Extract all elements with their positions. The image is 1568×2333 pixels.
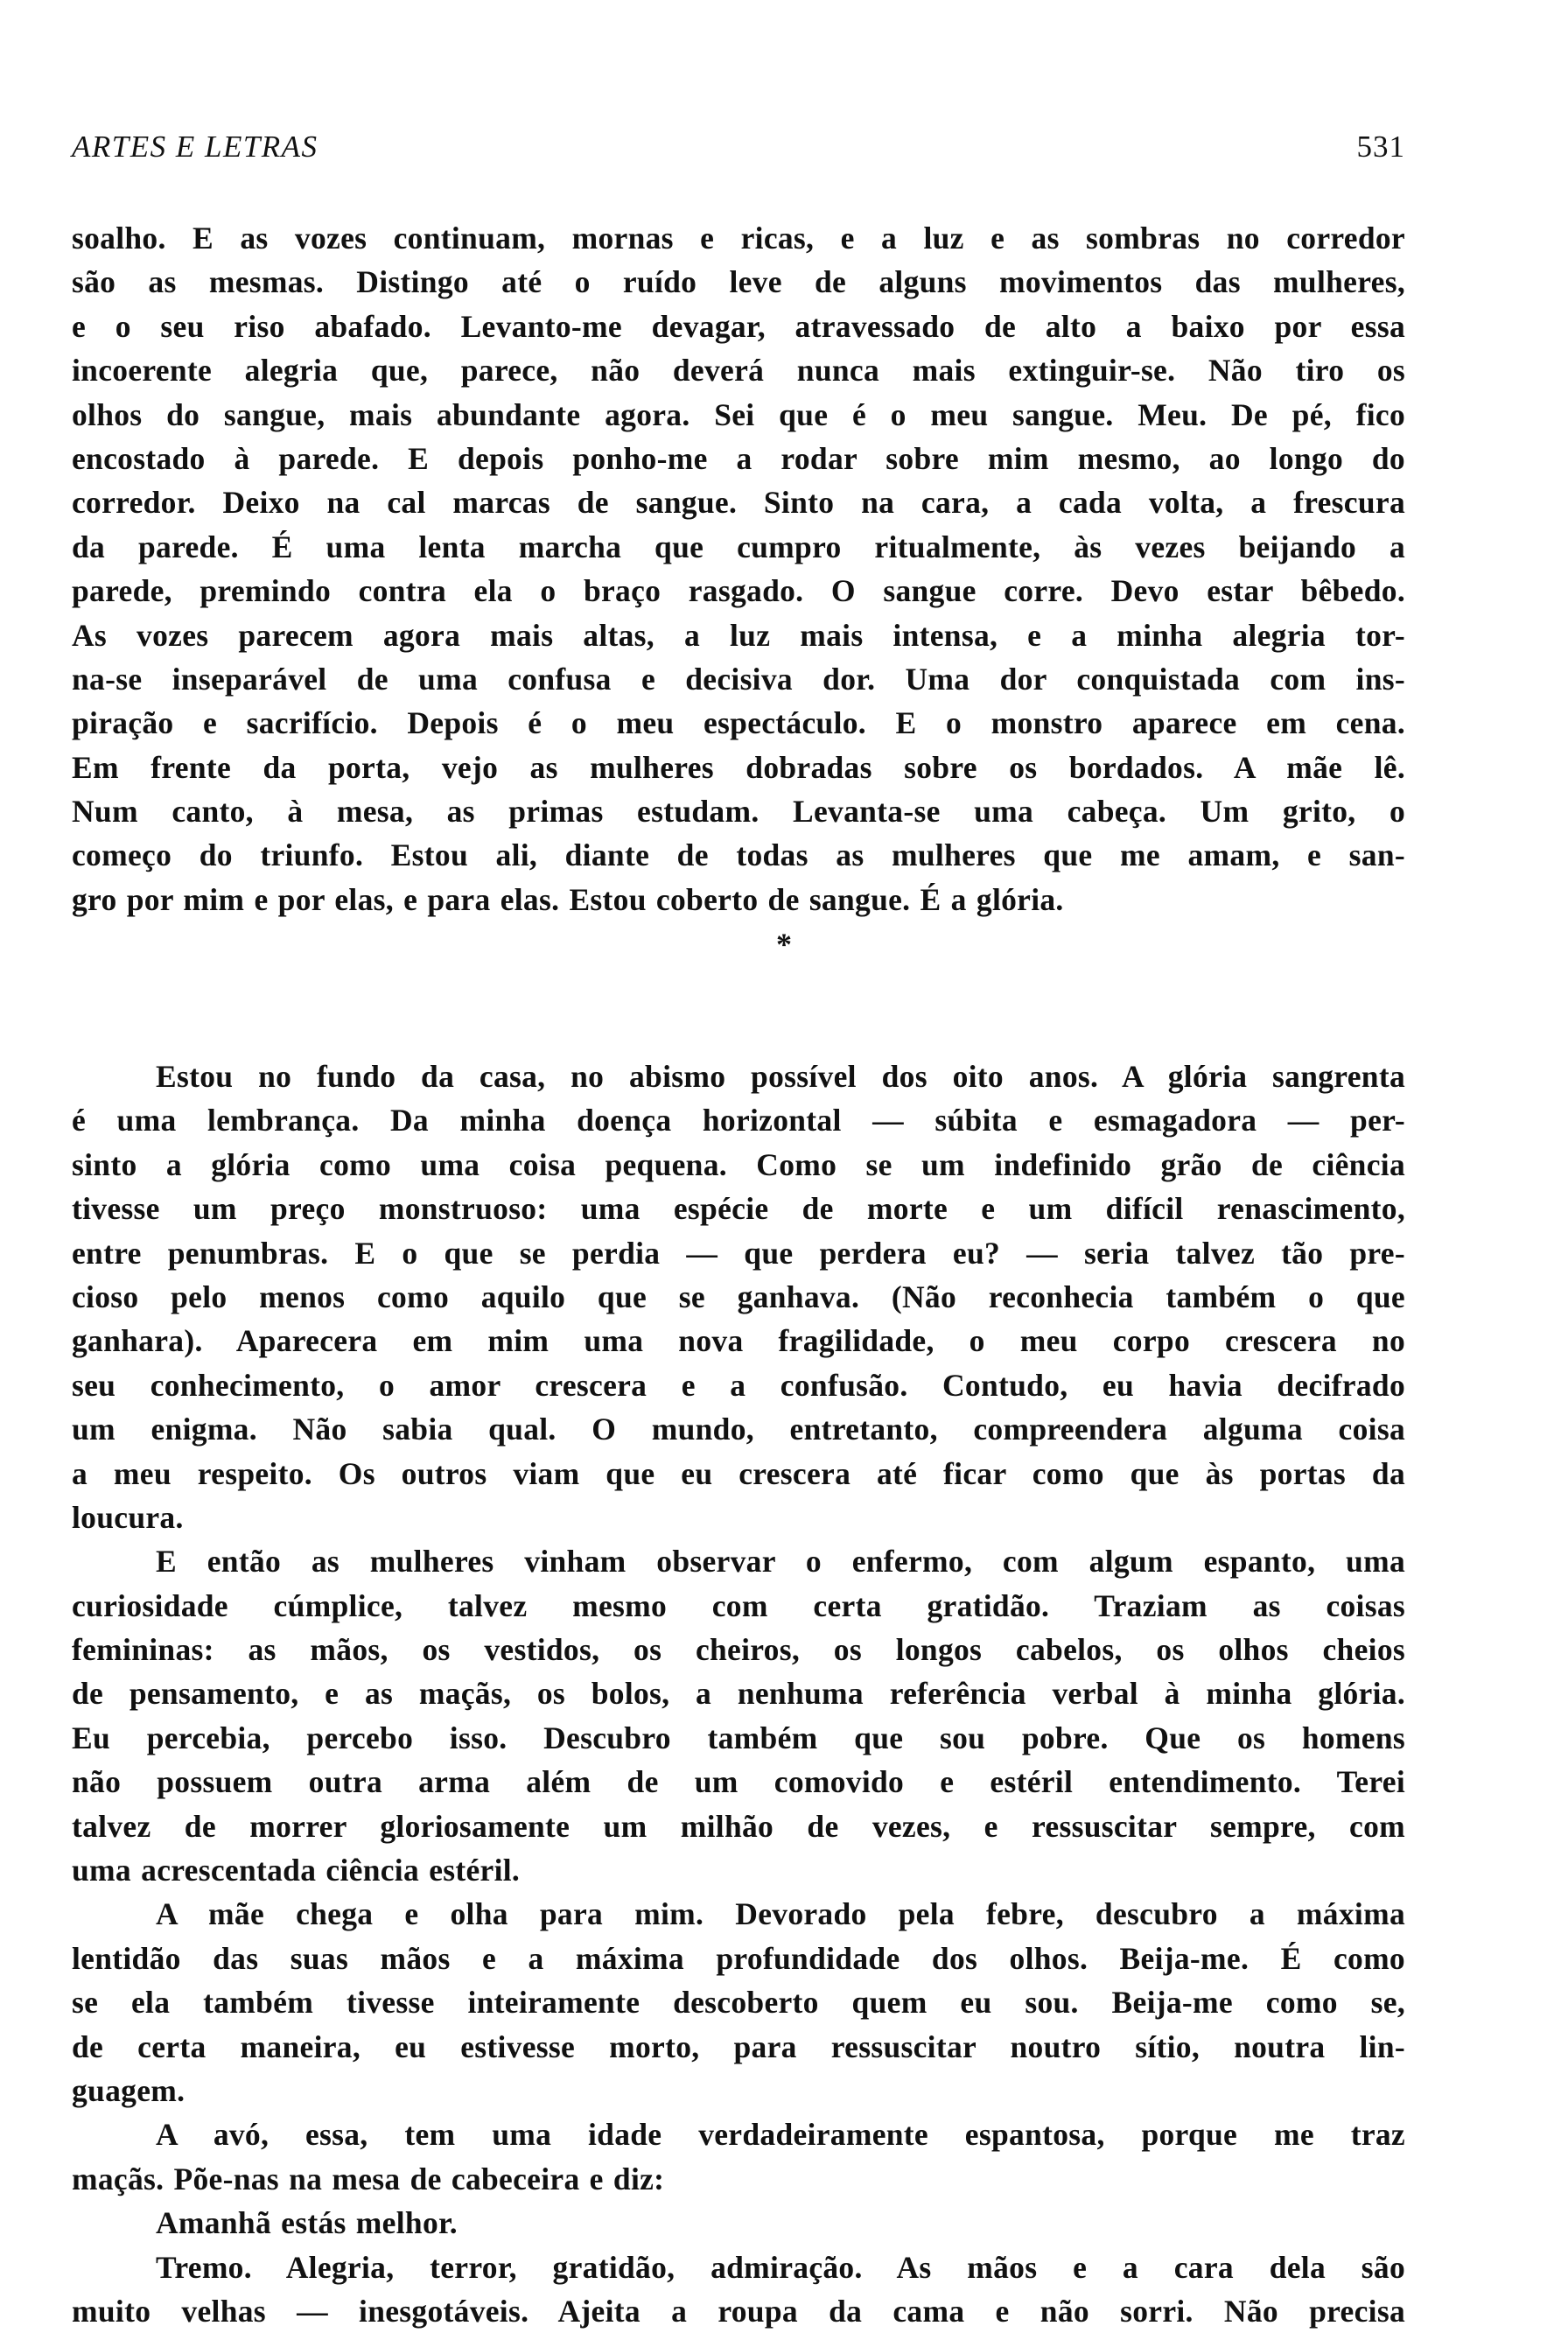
text-line: femininas: as mãos, os vestidos, os cheiros, os longos cabelos, os olhos cheios bbox=[72, 1632, 1405, 1668]
text-line: seu conhecimento, o amor crescera e a confusão. Contudo, eu havia decifrado bbox=[72, 1367, 1405, 1403]
text-line: na-se inseparável de uma confusa e decisiva dor. Uma dor conquistada com ins- bbox=[72, 661, 1405, 697]
text-line: Num canto, à mesa, as primas estudam. Levanta-se uma cabeça. Um grito, o bbox=[72, 794, 1405, 830]
text-line: muito velhas — inesgotáveis. Ajeita a roupa da cama e não sorri. Não precisa bbox=[72, 2293, 1405, 2329]
text-line: entre penumbras. E o que se perdia — que perdera eu? — seria talvez tão pre- bbox=[72, 1235, 1405, 1271]
text-line: A avó, essa, tem uma idade verdadeiramente espantosa, porque me traz bbox=[156, 2117, 1405, 2153]
text-line: sinto a glória como uma coisa pequena. Como se um indefinido grão de ciência bbox=[72, 1146, 1405, 1182]
text-line: Amanhã estás melhor. bbox=[156, 2205, 458, 2241]
text-line: da parede. É uma lenta marcha que cumpro ritualmente, às vezes beijando a bbox=[72, 529, 1405, 564]
text-line: de pensamento, e as maçãs, os bolos, a nenhuma referência verbal à minha glória. bbox=[72, 1676, 1405, 1712]
running-head: ARTES E LETRAS bbox=[72, 130, 318, 164]
text-line: se ela também tivesse inteiramente descoberto quem eu sou. Beija-me como se, bbox=[72, 1985, 1405, 2021]
text-line: curiosidade cúmplice, talvez mesmo com certa gratidão. Traziam as coisas bbox=[72, 1587, 1405, 1623]
text-line: piração e sacrifício. Depois é o meu espectáculo. E o monstro aparece em cena. bbox=[72, 705, 1405, 741]
text-line: Eu percebia, percebo isso. Descubro também que sou pobre. Que os homens bbox=[72, 1720, 1405, 1755]
page-number: 531 bbox=[1356, 130, 1405, 164]
text-line: cioso pelo menos como aquilo que se ganhava. (Não reconhecia também o que bbox=[72, 1279, 1405, 1314]
text-line: parede, premindo contra ela o braço rasgado. O sangue corre. Devo estar bêbedo. bbox=[72, 573, 1405, 609]
text-line: e o seu riso abafado. Levanto-me devagar, atravessado de alto a baixo por essa bbox=[72, 308, 1405, 344]
page-header bbox=[72, 130, 1405, 173]
text-line: não possuem outra arma além de um comovido e estéril entendimento. Terei bbox=[72, 1764, 1405, 1800]
text-line: gro por mim e por elas, e para elas. Estou coberto de sangue. É a glória. bbox=[72, 881, 1064, 917]
text-line: maçãs. Põe-nas na mesa de cabeceira e diz: bbox=[72, 2161, 665, 2196]
text-line: um enigma. Não sabia qual. O mundo, entretanto, compreendera alguma coisa bbox=[72, 1412, 1405, 1447]
text-line: Tremo. Alegria, terror, gratidão, admiração. As mãos e a cara dela são bbox=[156, 2249, 1405, 2285]
text-line: de certa maneira, eu estivesse morto, para ressuscitar noutro sítio, noutra lin- bbox=[72, 2028, 1405, 2064]
text-line: começo do triunfo. Estou ali, diante de todas as mulheres que me amam, e san- bbox=[72, 837, 1405, 873]
text-line: olhos do sangue, mais abundante agora. Sei que é o meu sangue. Meu. De pé, fico bbox=[72, 396, 1405, 432]
text-line: uma acrescentada ciência estéril. bbox=[72, 1853, 521, 1888]
text-line: loucura. bbox=[72, 1499, 184, 1535]
text-line: tivesse um preço monstruoso: uma espécie de morte e um difícil renascimento, bbox=[72, 1191, 1405, 1227]
text-line: talvez de morrer gloriosamente um milhão de vezes, e ressuscitar sempre, com bbox=[72, 1808, 1405, 1844]
text-line: A mãe chega e olha para mim. Devorado pela febre, descubro a máxima bbox=[156, 1896, 1405, 1932]
text-line: lentidão das suas mãos e a máxima profundidade dos olhos. Beija-me. É como bbox=[72, 1940, 1405, 1976]
text-line: Estou no fundo da casa, no abismo possível dos oito anos. A glória sangrenta bbox=[156, 1059, 1405, 1094]
paragraph-continued bbox=[72, 216, 1405, 921]
text-line: corredor. Deixo na cal marcas de sangue. Sinto na cara, a cada volta, a frescura bbox=[72, 485, 1405, 521]
text-line: guagem. bbox=[72, 2072, 186, 2108]
text-line: ganhara). Aparecera em mim uma nova fragilidade, o meu corpo crescera no bbox=[72, 1323, 1405, 1359]
asterisk-separator: * bbox=[776, 927, 792, 962]
paragraph-block bbox=[72, 1054, 1405, 2333]
text-line: E então as mulheres vinham observar o enfermo, com algum espanto, uma bbox=[156, 1544, 1405, 1580]
text-line: As vozes parecem agora mais altas, a luz mais intensa, e a minha alegria tor- bbox=[72, 617, 1405, 653]
text-line: são as mesmas. Distingo até o ruído leve de alguns movimentos das mulheres, bbox=[72, 264, 1405, 300]
text-line: soalho. E as vozes continuam, mornas e ricas, e a luz e as sombras no corredor bbox=[72, 221, 1405, 256]
text-line: é uma lembrança. Da minha doença horizontal — súbita e esmagadora — per- bbox=[72, 1103, 1405, 1138]
section-break bbox=[0, 926, 1568, 963]
text-line: incoerente alegria que, parece, não deverá nunca mais extinguir-se. Não tiro os bbox=[72, 353, 1405, 389]
text-line: a meu respeito. Os outros viam que eu crescera até ficar como que às portas da bbox=[72, 1455, 1405, 1491]
text-line: Em frente da porta, vejo as mulheres dobradas sobre os bordados. A mãe lê. bbox=[72, 749, 1405, 785]
text-line: encostado à parede. E depois ponho-me a rodar sobre mim mesmo, ao longo do bbox=[72, 440, 1405, 476]
